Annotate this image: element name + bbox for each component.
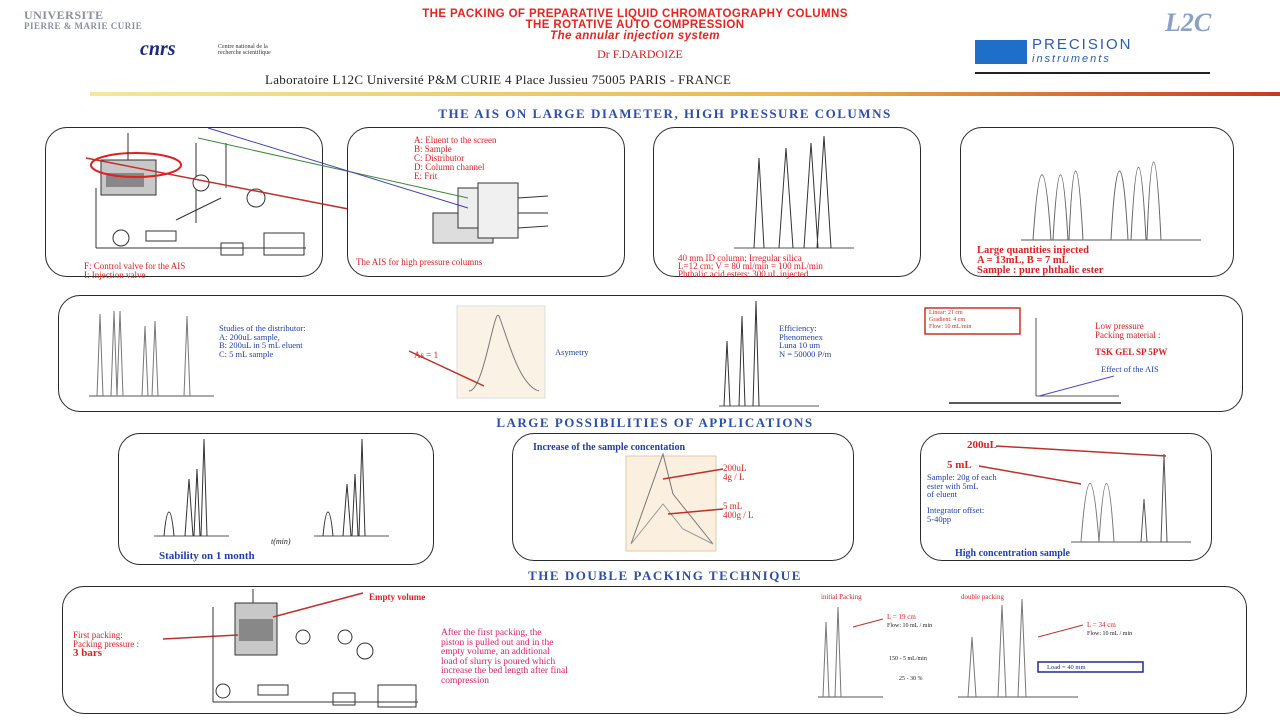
injector-housing xyxy=(478,183,518,238)
sample-line-2: ester with 5mL xyxy=(927,480,979,491)
conditions-line-2: Gradient: 4 cm xyxy=(929,317,965,323)
precision-logo-mark xyxy=(975,40,1027,64)
after-line-3: empty volume, an additional xyxy=(441,647,550,657)
chrom2-length: L = 34 cm xyxy=(1087,621,1116,629)
university-logo xyxy=(24,10,224,36)
valve-symbol xyxy=(113,230,129,246)
low-pressure-line-1: Low pressure xyxy=(1095,321,1144,331)
chrom2-peak2 xyxy=(998,605,1006,697)
high-concentration-chart xyxy=(921,434,1211,560)
section-applications-title: LARGE POSSIBILITIES OF APPLICATIONS xyxy=(496,415,814,430)
conditions-text xyxy=(929,310,971,331)
peak-c2 xyxy=(739,316,745,406)
valve-symbol xyxy=(216,684,230,698)
legend-e: E: Frit xyxy=(414,171,438,181)
efficiency-line-4: N = 50000 P/m xyxy=(779,348,832,359)
conc1-text xyxy=(723,464,747,482)
chrom1-note2: 25 - 30 % xyxy=(899,676,923,682)
peak-a2 xyxy=(1053,175,1068,240)
chrom1-title: initial Packing xyxy=(821,593,862,601)
sample-line-1: Sample: 20g of each xyxy=(927,472,997,482)
valve-symbol xyxy=(357,643,373,659)
peak-b2 xyxy=(1131,167,1146,240)
high-concentration-caption: High concentration sample xyxy=(955,548,1070,559)
poster-title xyxy=(240,9,1030,42)
panel3-caption2: L=12 cm; V = 80 ml/min = 100 mL/min xyxy=(678,261,823,271)
header-divider xyxy=(90,92,1280,96)
chrom2-flow: Flow: 10 mL / min xyxy=(1087,631,1133,637)
panel-ais-apparatus xyxy=(45,127,323,280)
conc2-line-2: 400g / L xyxy=(723,510,754,520)
double-packing-diagram xyxy=(63,587,1246,713)
empty-volume-label: Empty volume xyxy=(369,592,426,602)
after-line-1: After the first packing, the xyxy=(441,628,542,638)
panel-chromatogram-esters xyxy=(653,127,921,277)
arrow-200ul xyxy=(996,446,1166,456)
label-5ml: 5 mL xyxy=(947,459,972,471)
arrow-5ml xyxy=(979,466,1081,484)
studies-line-1: Studies of the distributor: xyxy=(219,323,306,333)
empty-volume-arrow xyxy=(273,593,363,617)
pipe xyxy=(176,198,221,220)
panel-high-concentration xyxy=(920,433,1212,561)
peak-1d xyxy=(201,439,207,536)
chrom1-peak2 xyxy=(835,607,841,697)
legend-d: D: Column channel xyxy=(414,162,485,172)
studies-line-3: B: 200uL in 5 mL eluent xyxy=(219,340,303,350)
precision-instruments-logo xyxy=(1032,38,1133,66)
effect-arrow xyxy=(1039,376,1114,396)
chrom1-arrow xyxy=(853,619,883,627)
university-logo-line2: PIERRE & MARIE CURIE xyxy=(24,21,143,31)
peak-a6 xyxy=(184,316,190,396)
panel-stability xyxy=(118,433,434,565)
chrom2-title: double packing xyxy=(961,593,1004,601)
peak-1c xyxy=(194,469,200,536)
peak-b1 xyxy=(1111,171,1128,240)
peak-c3 xyxy=(753,301,759,406)
conditions-line-3: Flow: 10 mL/min xyxy=(929,324,972,330)
asymmetry-grid xyxy=(457,306,545,398)
cnrs-logo: cnrs xyxy=(140,38,176,60)
low-pressure-line-2: Packing material : xyxy=(1095,330,1161,340)
precision-line2: instruments xyxy=(1032,53,1111,65)
title-line-3: The annular injection system xyxy=(550,30,720,42)
peak-2 xyxy=(779,148,793,248)
pointer-c xyxy=(518,226,548,228)
title-line-1: THE PACKING OF PREPARATIVE LIQUID CHROMATOGRAPHY COLUMNS xyxy=(422,8,848,20)
panel-distributor-studies xyxy=(58,295,1243,412)
panel4-caption1: Large quantities injected xyxy=(977,245,1089,256)
filter-symbol xyxy=(146,231,176,241)
l2c-logo: L2C xyxy=(1165,8,1212,37)
precision-line1: PRECISION xyxy=(1032,36,1133,53)
filter-symbol xyxy=(258,685,288,695)
asymmetry-label: Asymetry xyxy=(555,347,589,357)
efficiency-line-2: Phenomenex xyxy=(779,331,823,342)
valve-symbol xyxy=(338,630,352,644)
time-axis-label: t(min) xyxy=(271,537,291,546)
panel3-caption1: 40 mm ID column; Irregular silica xyxy=(678,253,802,263)
after-line-5: increase the bed length after final xyxy=(441,666,568,676)
peak-b3 xyxy=(1147,162,1161,240)
sample-line-3: of eluent xyxy=(927,489,957,499)
peak-a1 xyxy=(97,314,103,396)
peak-4 xyxy=(1161,454,1167,542)
section-double-title: THE DOUBLE PACKING TECHNIQUE xyxy=(528,568,802,583)
peak-2d xyxy=(359,439,365,536)
legend-a: A: Eluent to the screen xyxy=(414,135,497,145)
university-logo-line1: UNIVERSITE xyxy=(24,8,104,22)
panel2-caption: The AIS for high pressure columns xyxy=(356,257,483,267)
tsk-label: TSK GEL SP 5PW xyxy=(1095,347,1168,357)
peak-2 xyxy=(1099,484,1114,543)
ais-injector-drawing xyxy=(348,128,624,276)
peak-4 xyxy=(817,136,831,248)
cnrs-subtitle: Centre national de la recherche scientifique xyxy=(218,44,271,56)
peak-3 xyxy=(1141,499,1147,542)
panel4-caption3: Sample : pure phthalic ester xyxy=(977,265,1104,276)
peak-1 xyxy=(754,158,764,248)
bed xyxy=(239,619,273,641)
peak-a1 xyxy=(1033,175,1051,240)
load-label: Load = 40 mm xyxy=(1047,664,1086,671)
pump-box xyxy=(333,693,355,705)
label-200ul: 200uL xyxy=(967,439,997,451)
studies-legend xyxy=(219,324,306,358)
peak-a3 xyxy=(117,311,123,396)
peak-a4 xyxy=(142,326,148,396)
efficiency-line-1: Efficiency: xyxy=(779,323,817,333)
first-line-3: 3 bars xyxy=(73,647,103,659)
efficiency-legend xyxy=(779,324,831,358)
after-line-6: compression xyxy=(441,675,490,686)
after-packing-text xyxy=(441,629,568,686)
conditions-line-1: Linear: 21 cm xyxy=(929,310,963,316)
reservoir xyxy=(378,685,416,707)
chrom1-length: L = 19 cm xyxy=(887,613,916,621)
conc2-line-1: 5 mL xyxy=(723,501,743,511)
chrom1-note: 150 - 5 mL/min xyxy=(889,656,927,662)
peak-2c xyxy=(352,474,358,536)
first-packing-arrow xyxy=(163,635,238,639)
first-line-1: First packing: xyxy=(73,630,123,640)
panel-large-quantities xyxy=(960,127,1234,277)
chrom2-peak3 xyxy=(1018,599,1026,697)
studies-line-4: C: 5 mL sample xyxy=(219,348,274,359)
pump-symbol xyxy=(296,630,310,644)
panel1-caption2: I: Injection valve xyxy=(84,270,146,280)
after-line-2: piston is pulled out and in the xyxy=(441,637,554,648)
stability-caption: Stability on 1 month xyxy=(159,550,255,562)
chrom1-peak1 xyxy=(823,622,829,697)
peak-c1 xyxy=(724,341,730,406)
peak-1a xyxy=(164,512,174,536)
chrom1-flow: Flow: 10 mL / min xyxy=(887,623,933,629)
peak-a3 xyxy=(1069,171,1083,240)
integrator-line-1: Integrator offset: xyxy=(927,505,985,515)
concentration-title: Increase of the sample concentation xyxy=(533,442,686,453)
pump-box xyxy=(221,243,243,255)
panel-double-packing xyxy=(62,586,1247,714)
conc1-line-1: 200uL xyxy=(723,463,747,473)
as-label: As = 1 xyxy=(414,350,439,360)
chrom2-arrow xyxy=(1038,625,1083,637)
panel4-caption2: A = 13mL, B = 7 mL xyxy=(977,255,1069,266)
panel-ais-design xyxy=(347,127,625,277)
peak-2b xyxy=(343,484,351,536)
title-line-2: THE ROTATIVE AUTO COMPRESSION xyxy=(525,19,745,31)
conc1-line-2: 4g / L xyxy=(723,472,745,482)
studies-line-2: A: 200uL sample, xyxy=(219,331,280,342)
peak-a5 xyxy=(152,321,158,396)
peak-3 xyxy=(804,143,818,248)
section-ais-title: THE AIS ON LARGE DIAMETER, HIGH PRESSURE COLUMNS xyxy=(438,106,892,121)
pointer-a xyxy=(518,196,548,198)
author: Dr F.DARDOIZE xyxy=(597,47,683,61)
panel1-caption1: F: Control valve for the AIS xyxy=(84,261,186,271)
pump-symbol xyxy=(193,175,209,191)
peak-1b xyxy=(185,479,193,536)
chart-grid xyxy=(626,456,716,551)
peak-2a xyxy=(323,512,333,536)
panel3-caption3: Phthalic acid esters: 300 uL injected xyxy=(678,269,809,279)
lab-address: Laboratoire L12C Université P&M CURIE 4 Place Jussieu 75005 PARIS - FRANCE xyxy=(265,72,732,87)
peak-1 xyxy=(1081,484,1099,543)
legend-b: B: Sample xyxy=(414,144,452,154)
legend-c: C: Distributor xyxy=(414,153,465,163)
after-line-4: load of slurry is poured which xyxy=(441,656,556,667)
first-line-2: Packing pressure : xyxy=(73,639,139,649)
low-pressure-text xyxy=(1095,322,1160,340)
conc2-text xyxy=(723,502,754,520)
panel-concentration xyxy=(512,433,854,561)
concentration-chart xyxy=(513,434,853,560)
peak-a2 xyxy=(111,311,117,396)
effect-label: Effect of the AIS xyxy=(1101,364,1159,374)
reservoir xyxy=(264,233,304,255)
chrom2-peak1 xyxy=(968,637,976,697)
integrator-line-2: 5-40pp xyxy=(927,513,952,524)
efficiency-line-3: Luna 10 um xyxy=(779,340,821,350)
